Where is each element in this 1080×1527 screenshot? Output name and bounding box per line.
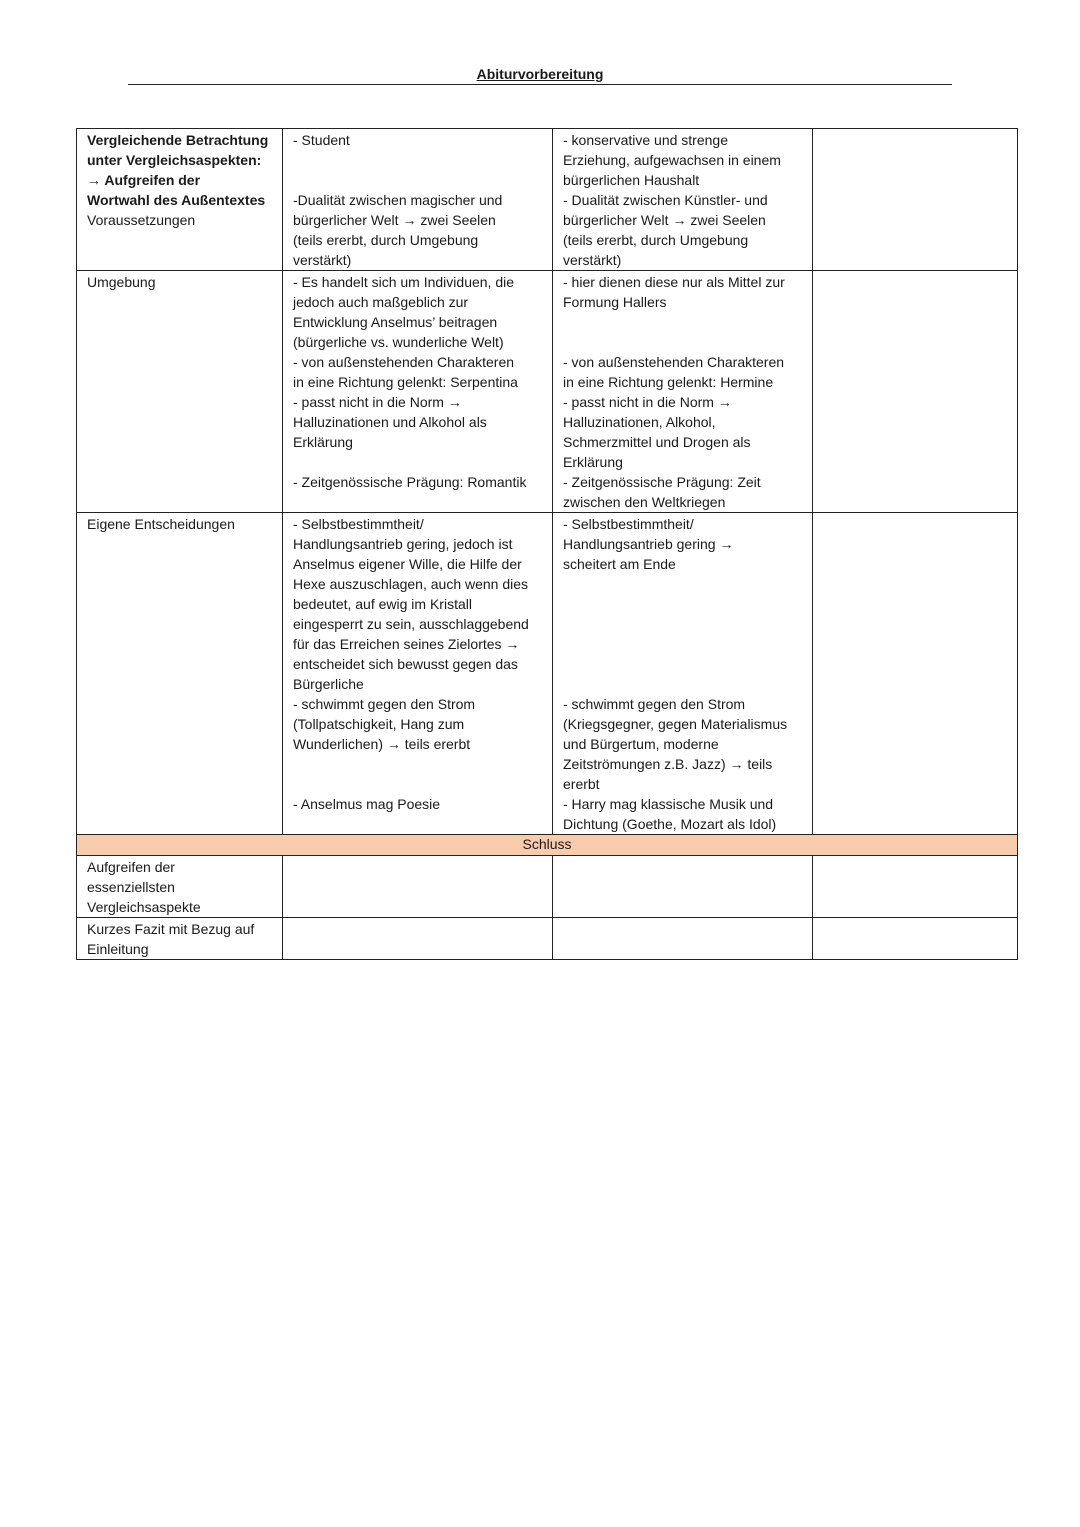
table-cell [813,129,1018,271]
table-cell [553,918,813,960]
row-label [77,129,283,271]
table-cell [813,856,1018,918]
row-label: Aufgreifen der essenziellsten Vergleichsaspekte [77,856,283,918]
table-cell [813,271,1018,513]
table-cell: - Selbstbestimmtheit/ Handlungsantrieb gering, jedoch ist Anselmus eigener Wille, die Hilfe der Hexe auszuschlagen, auch wenn dies bedeutet, auf ewig im Kristall eingesperrt zu sein, ausschlaggebend für das Erreichen seines Zielortes → entscheidet sich bewusst gegen das Bürgerliche - schwimmt gegen den Strom (Tollpatschigkeit, Hang zum Wunderlichen) → teils ererbt - Anselmus mag Poesie [283,513,553,835]
table-cell: - konservative und strenge Erziehung, aufgewachsen in einem bürgerlichen Haushalt - Dualität zwischen Künstler- und bürgerlicher Welt → zwei Seelen (teils ererbt, durch Umgebung verstärkt) [553,129,813,271]
page-title: Abiturvorbereitung [476,66,604,82]
row-label-bold: Vergleichende Betrachtung unter Vergleichsaspekten: → Aufgreifen der Wortwahl des Außentextes [87,132,269,208]
section-row [77,835,1018,856]
section-title: Schluss [77,835,1018,856]
row-label: Umgebung [77,271,283,513]
table-row [77,918,1018,960]
row-label: Eigene Entscheidungen [77,513,283,835]
table-cell [813,513,1018,835]
table-row [77,856,1018,918]
page-header [128,64,952,85]
table-row [77,129,1018,271]
table-cell [283,856,553,918]
table-cell: - Es handelt sich um Individuen, die jedoch auch maßgeblich zur Entwicklung Anselmus’ beitragen (bürgerliche vs. wunderliche Welt) - von außenstehenden Charakteren in eine Richtung gelenkt: Serpentina - passt nicht in die Norm → Halluzinationen und Alkohol als Erklärung - Zeitgenössische Prägung: Romantik [283,271,553,513]
table-cell: - Student -Dualität zwischen magischer und bürgerlicher Welt → zwei Seelen (teils ererbt, durch Umgebung verstärkt) [283,129,553,271]
table-cell [553,856,813,918]
table-cell: - Selbstbestimmtheit/ Handlungsantrieb gering → scheitert am Ende - schwimmt gegen den Strom (Kriegsgegner, gegen Materialismus und Bürgertum, moderne Zeitströmungen z.B. Jazz) → teils ererbt - Harry mag klassische Musik und Dichtung (Goethe, Mozart als Idol) [553,513,813,835]
table-cell [813,918,1018,960]
table-row [77,271,1018,513]
row-label: Kurzes Fazit mit Bezug auf Einleitung [77,918,283,960]
table-cell [283,918,553,960]
table-cell: - hier dienen diese nur als Mittel zur Formung Hallers - von außenstehenden Charakteren in eine Richtung gelenkt: Hermine - passt nicht in die Norm → Halluzinationen, Alkohol, Schmerzmittel und Drogen als Erklärung - Zeitgenössische Prägung: Zeit zwischen den Weltkriegen [553,271,813,513]
row-label-text: Voraussetzungen [87,212,196,228]
table-row [77,513,1018,835]
comparison-table [76,128,1018,960]
